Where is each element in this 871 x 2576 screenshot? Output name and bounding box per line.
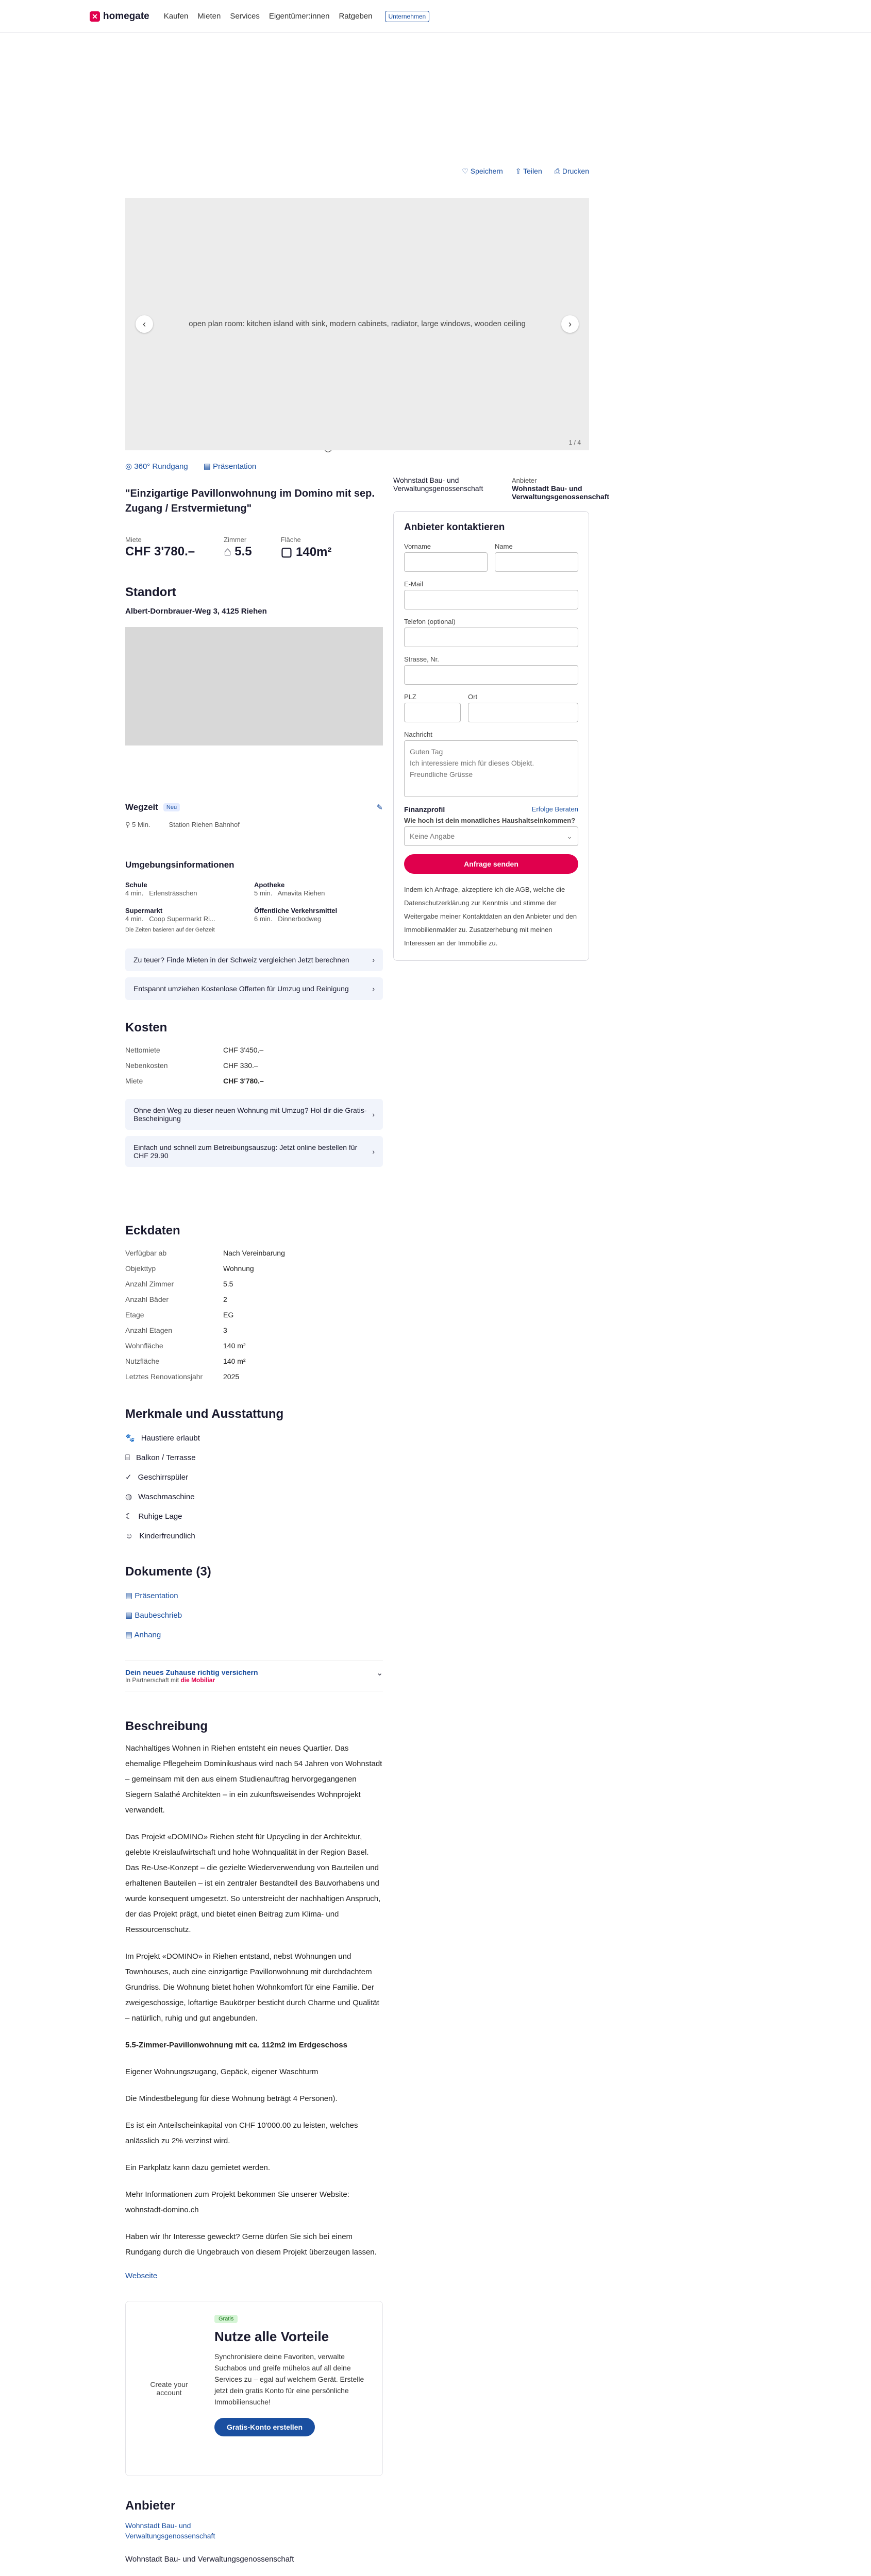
fact-row: Objekttyp Wohnung [125,1264,254,1273]
nav-item-ratgeben[interactable]: Ratgeben [339,12,373,21]
feature-item: 🐾 Haustiere erlaubt [125,1429,383,1448]
zip-field[interactable] [404,703,461,722]
document-link[interactable]: ▤ Präsentation [125,1591,178,1600]
phone-label: Telefon (optional) [404,618,456,625]
rent-label: Miete [125,536,142,544]
promo-side-text: Create your account [150,2380,188,2397]
free-badge: Gratis [214,2315,238,2323]
privacy-fineprint: Indem ich Anfrage, akzeptiere ich die AGB, welche die Datenschutzerklärung zur Kenntnis und stimme der Weitergabe meiner Kontaktdaten an den Anbieter und den Immobilienmakler zu. Zusatzerhebung mit meinen Interessen an der Immobilie zu. [404,886,577,947]
area-label: Fläche [280,536,301,544]
description-paragraph: Ein Parkplatz kann dazu gemietet werden. [125,2163,270,2172]
top-navigation [0,0,871,33]
pet-icon: 🐾 [125,1434,135,1443]
promo-text: Synchronisiere deine Favoriten, verwalte Suchabos und greife mühelos auf all deine Services zu – egal auf welchem Gerät. Erstelle jetzt dein gratis Konto für eine persönliche Immobiliensuche! [214,2352,364,2406]
save-button[interactable]: ♡ Speichern [462,167,503,175]
agency-logo-text: Wohnstadt Bau- und Verwaltungsgenossenschaft [393,476,483,493]
contact-form [393,511,589,961]
nav-item-eigentuemer[interactable]: Eigentümer:innen [269,12,330,21]
gallery-prev-button[interactable]: ‹ [136,315,153,333]
area-value: ▢ 140m² [280,545,332,559]
share-button[interactable]: ⇪ Teilen [515,167,542,175]
promo-title: Nutze alle Vorteile [214,2329,329,2344]
fact-row: Verfügbar ab Nach Vereinbarung [125,1249,285,1257]
key-facts [125,536,383,560]
agency-label: Anbieter [512,477,537,484]
agent-title: Anbieter [125,2499,176,2513]
documents-title: Dokumente (3) [125,1565,211,1579]
surrounding-item: Öffentliche Verkehrsmittel 6 min. Dinnerbodweg [254,907,338,923]
mobiliar-banner[interactable]: Dein neues Zuhause richtig versichern In Partnerschaft mit die Mobiliar ⌄ [125,1660,383,1691]
rooms-label: Zimmer [224,536,247,544]
description-paragraph: Es ist ein Anteilscheinkapital von CHF 10'000.00 zu leisten, welches anlässlich zu 2% verzinst wird. [125,2121,358,2145]
lastname-field[interactable] [495,552,578,572]
homegate-logo[interactable]: ✕ homegate [90,11,149,22]
email-field[interactable] [404,590,578,609]
phone-field[interactable] [404,628,578,647]
media-tabs [125,462,256,471]
gallery-next-button[interactable]: › [561,315,579,333]
feature-item: ⌸ Balkon / Terrasse [125,1448,383,1468]
route-time: ⚲ 5 Min. [125,821,150,828]
address: Albert-Dornbrauer-Weg 3, 4125 Riehen [125,607,267,616]
surroundings-list [125,880,383,923]
route-row [125,821,383,829]
description-paragraph: 5.5-Zimmer-Pavillonwohnung mit ca. 112m2 im Erdgeschoss [125,2041,347,2049]
lastname-label: Name [495,543,513,550]
city-field[interactable] [468,703,578,722]
balcony-icon: ⌸ [125,1453,130,1462]
fact-row: Letztes Renovationsjahr 2025 [125,1372,240,1381]
document-icon: ▤ [125,1631,135,1639]
dishwasher-icon: ✓ [125,1473,132,1482]
description-paragraph: Im Projekt «DOMINO» in Riehen entstand, nebst Wohnungen und Townhouses, auch eine einzigartige Pavillonwohnung mit durchdachtem Grundriss. Die Wohnung bietet hohen Wohnkomfort für eine Familie. Der zweigeschossige, loftartige Baukörper besticht durch Charme und Qualität – natürlich, ruhig und gut angebunden. [125,1952,379,2023]
description-paragraph: Die Mindestbelegung für diese Wohnung beträgt 4 Personen). [125,2094,338,2103]
edit-route-icon[interactable]: ✎ [376,803,383,812]
contact-form-title: Anbieter kontaktieren [404,522,505,533]
send-inquiry-button[interactable]: Anfrage senden [404,854,578,874]
fact-row: Anzahl Etagen 3 [125,1326,227,1334]
tab-presentation[interactable]: ▤ Präsentation [203,462,257,471]
nav-item-services[interactable]: Services [230,12,260,21]
debt-extract-callout[interactable]: Einfach und schnell zum Betreibungsauszug: Jetzt online bestellen für CHF 29.90 › [125,1136,383,1167]
print-button[interactable]: ⎙ Drucken [554,167,589,175]
fact-row: Wohnfläche 140 m² [125,1342,246,1350]
finance-profile-link[interactable]: Erfolge Beraten [531,805,578,813]
location-title: Standort [125,585,176,599]
rent-compare-callout[interactable]: Zu teuer? Finde Mieten in der Schweiz vergleichen Jetzt berechnen › [125,948,383,971]
rent-value: CHF 3'780.– [125,545,195,558]
contact-panel [393,476,610,961]
chevron-right-icon: › [372,1147,375,1156]
agency-header [393,476,610,501]
description-paragraph: Das Projekt «DOMINO» Riehen steht für Upcycling in der Architektur, gelebte Kreislaufwirtschaft und hohe Wohnqualität in der Region Basel. Das Re-Use-Konzept – die gezielte Wiederverwendung von Bauteilen und erhaltenen Bauteilen – ist ein zentraler Bestandteil des Bauvorhabens und wurde konsequent umgesetzt. So unterstreicht der nachhaltigen Anspruch, der das Projekt prägt, und bietet einen Beitrag zum Klima- und Ressourcenschutz. [125,1833,381,1934]
document-icon: ▤ [125,1611,135,1620]
feature-item: ✓ Geschirrspüler [125,1468,383,1487]
account-promo [125,2301,383,2476]
agent-address: Wohnstadt Bau- und Verwaltungsgenossenschaft [125,2555,294,2564]
nav-item-mieten[interactable]: Mieten [197,12,221,21]
chevron-right-icon: › [372,985,375,993]
document-link[interactable]: ▤ Anhang [125,1631,161,1639]
email-label: E-Mail [404,580,423,588]
cost-row: Nebenkosten CHF 330.– [125,1061,258,1070]
washing-machine-icon: ◍ [125,1493,132,1501]
document-link[interactable]: ▤ Baubeschrieb [125,1611,182,1620]
fact-row: Anzahl Zimmer 5.5 [125,1280,233,1288]
description-paragraph: Nachhaltiges Wohnen in Riehen entsteht ein neues Quartier. Das ehemalige Pflegeheim Dominikushaus wird nach 54 Jahren von Wohnstadt – gemeinsam mit den aus einem Studienauftrag hervorgegangenen Siegern Salathé Architekten – in ein zukunftsweisendes Wohnprojekt verwandelt. [125,1744,382,1815]
income-question: Wie hoch ist dein monatliches Haushaltseinkommen? [404,817,576,824]
income-select[interactable]: Keine Angabe ⌄ [404,826,578,846]
child-icon: ☺ [125,1532,133,1540]
image-gallery[interactable] [125,198,589,450]
rooms-value: ⌂ 5.5 [224,545,252,558]
quiet-icon: ☾ [125,1512,132,1521]
firstname-field[interactable] [404,552,488,572]
features-title: Merkmale und Ausstattung [125,1407,284,1421]
listing-headline: "Einzigartige Pavillonwohnung im Domino mit sep. Zugang / Erstvermietung" [125,488,375,514]
cost-row: Nettomiete CHF 3'450.– [125,1046,264,1054]
finance-profile-title: Finanzprofil [404,805,445,814]
route-header: Wegzeit Neu ✎ [125,802,383,812]
facts-title: Eckdaten [125,1224,180,1238]
chevron-down-icon: ⌄ [376,1669,383,1677]
feature-item: ☺ Kinderfreundlich [125,1527,383,1546]
message-field[interactable]: Guten Tag Ich interessiere mich für dieses Objekt. Freundliche Grüsse [404,740,578,797]
description-paragraph: Mehr Informationen zum Projekt bekommen Sie unserer Website: wohnstadt-domino.ch [125,2190,349,2214]
business-button[interactable]: Unternehmen [385,11,430,22]
location-map[interactable] [125,627,383,745]
create-account-button[interactable]: Gratis-Konto erstellen [214,2418,315,2436]
feature-item: ☾ Ruhige Lage [125,1507,383,1527]
description-paragraph: Eigener Wohnungszugang, Gepäck, eigener Waschturm [125,2067,319,2076]
gallery-counter: 1 / 4 [568,439,581,446]
surrounding-item: Schule 4 min. Erlensträsschen [125,881,197,897]
street-label: Strasse, Nr. [404,655,439,663]
cost-row: Miete CHF 3'780.– [125,1077,264,1085]
certificate-callout[interactable]: Ohne den Weg zu dieser neuen Wohnung mit Umzug? Hol dir die Gratis-Bescheinigung › [125,1099,383,1130]
city-label: Ort [468,693,478,701]
surrounding-item: Apotheke 5 min. Amavita Riehen [254,881,325,897]
firstname-label: Vorname [404,543,431,550]
mobiliar-logo: die Mobiliar [180,1676,215,1684]
chevron-down-icon: ⌄ [566,832,573,840]
new-badge: Neu [163,803,180,811]
tab-360-tour[interactable]: ◎ 360° Rundgang [125,462,188,471]
costs-title: Kosten [125,1021,167,1035]
surroundings-note: Die Zeiten basieren auf der Gehzeit [125,927,215,933]
homegate-logo-icon: ✕ [90,11,100,22]
listing-main [125,486,383,2576]
message-label: Nachricht [404,731,432,738]
chevron-right-icon: › [372,956,375,964]
surrounding-item: Supermarkt 4 min. Coop Supermarkt Ri... [125,907,215,923]
fact-row: Anzahl Bäder 2 [125,1295,227,1303]
fact-row: Nutzfläche 140 m² [125,1357,246,1365]
fact-row: Etage EG [125,1311,234,1319]
moving-callout[interactable]: Entspannt umziehen Kostenlose Offerten für Umzug und Reinigung › [125,977,383,1000]
nav-item-kaufen[interactable]: Kaufen [163,12,189,21]
street-field[interactable] [404,665,578,685]
description-paragraph: Haben wir Ihr Interesse geweckt? Gerne dürfen Sie sich bei einem Rundgang durch die Ungebrauch von diesem Projekt überzeugen lassen. [125,2232,377,2257]
rooms-icon: ⌂ [224,545,235,558]
description-title: Beschreibung [125,1719,208,1733]
chevron-right-icon: › [372,1110,375,1118]
zip-label: PLZ [404,693,416,701]
agent-logo[interactable]: Wohnstadt Bau- und Verwaltungsgenossenschaft [125,2521,215,2540]
area-icon: ▢ [280,545,296,559]
website-link[interactable]: Webseite [125,2272,158,2280]
surroundings-title: Umgebungsinformationen [125,860,234,870]
gallery-actions [462,167,589,176]
gallery-image-caption: open plan room: kitchen island with sink, modern cabinets, radiator, large windows, wooden ceiling [189,319,526,328]
document-icon: ▤ [125,1591,135,1600]
route-target: Station Riehen Bahnhof [169,821,240,828]
feature-item: ◍ Waschmaschine [125,1487,383,1507]
agency-name: Wohnstadt Bau- und Verwaltungsgenossenschaft [512,484,610,501]
